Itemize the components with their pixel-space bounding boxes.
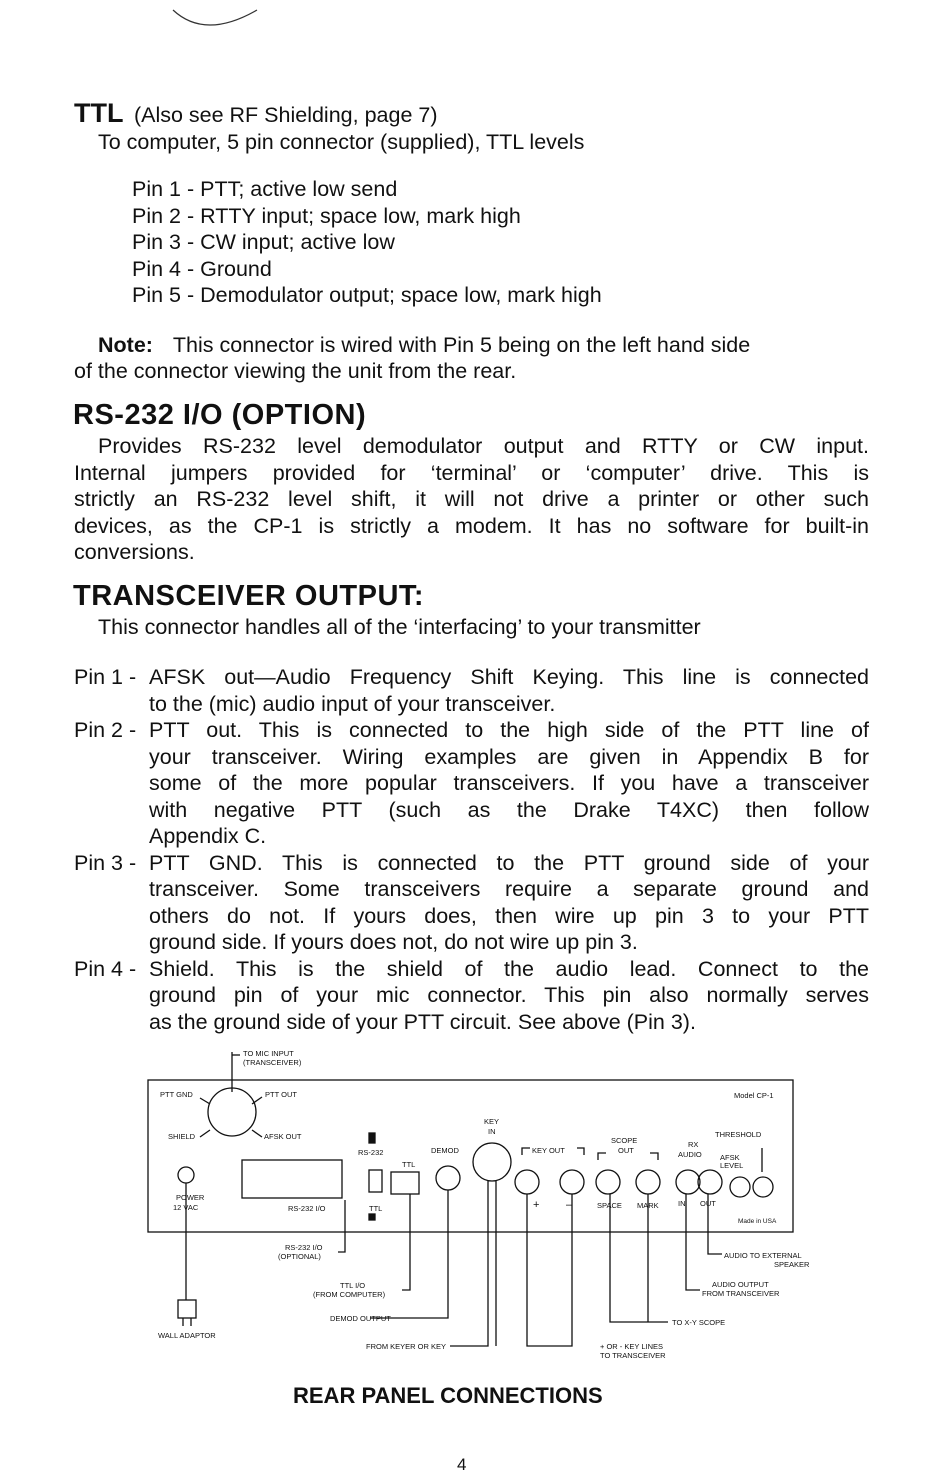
afsk-out-label: AFSK OUT <box>264 1132 302 1141</box>
minus-label: – <box>566 1199 573 1211</box>
demod-label: DEMOD <box>431 1146 459 1155</box>
afsk-level-knob-1 <box>730 1177 750 1197</box>
ttl-heading: TTL <box>74 98 124 128</box>
afsk-level-knob-2 <box>753 1177 773 1197</box>
rs232-body <box>74 433 869 566</box>
wall-adaptor-label: WALL ADAPTOR <box>158 1331 216 1340</box>
rx-audio-out-jack <box>698 1170 722 1194</box>
transceiver-heading: TRANSCEIVER OUTPUT: <box>73 580 425 612</box>
rs232-label: RS-232 <box>358 1148 384 1157</box>
ttl-note <box>98 332 750 359</box>
pin-line: with negative PTT (such as the Drake T4XC) then follow <box>149 797 869 822</box>
pin-item <box>74 850 869 956</box>
key-lines-label: + OR - KEY LINES <box>600 1342 664 1351</box>
rs232-switch <box>369 1133 375 1143</box>
note-label: Note: <box>98 333 153 357</box>
pin-line: Appendix C. <box>149 824 267 848</box>
from-keyer-label: FROM KEYER OR KEY <box>366 1342 447 1351</box>
pin-line: as the ground side of your PTT circuit. See above (Pin 3). <box>149 1009 696 1034</box>
key-lines-to-label: TO TRANSCEIVER <box>600 1351 666 1360</box>
rx-audio-in-jack <box>676 1170 700 1194</box>
mic-input-label-2: (TRANSCEIVER) <box>243 1058 302 1067</box>
space-label: SPACE <box>597 1201 622 1210</box>
key-out-jack-plus <box>515 1170 539 1194</box>
rs232-optional-label-2: (OPTIONAL) <box>278 1252 321 1261</box>
rs232-io-label: RS-232 I/O <box>288 1204 326 1213</box>
transceiver-intro: This connector handles all of the ‘interfacing’ to your transmitter <box>98 615 701 639</box>
pin-line: others do not. If yours does, then wire up pin 3 to your PTT <box>149 903 869 928</box>
scope-label: SCOPE <box>611 1136 638 1145</box>
ttl-intro: To computer, 5 pin connector (supplied), TTL levels <box>98 130 585 154</box>
transceiver-pin-list <box>74 664 869 1035</box>
ttl-pin: Pin 3 - CW input; active low <box>132 230 395 254</box>
plus-label: + <box>533 1199 540 1211</box>
key-out-label: KEY OUT <box>532 1146 565 1155</box>
ttl-pin: Pin 4 - Ground <box>132 256 272 281</box>
pin-label: Pin 3 - <box>74 850 137 875</box>
key-label: KEY <box>484 1117 500 1126</box>
rs232-line: conversions. <box>74 540 195 564</box>
rs232-slot <box>242 1160 342 1198</box>
pin-line: ground pin of your mic connector. This pin also normally serves <box>149 983 869 1007</box>
power-vac-label: 12 VAC <box>173 1203 199 1212</box>
pin-line: some of the more popular transceivers. If you have a transceiver <box>149 771 869 795</box>
audio-external-speaker-label: SPEAKER <box>774 1260 810 1269</box>
pin-item <box>74 664 869 717</box>
ttl-switch <box>369 1214 375 1220</box>
key-in-label: IN <box>488 1127 496 1136</box>
ttl-pin: Pin 5 - Demodulator output; space low, mark high <box>132 283 602 307</box>
ttl-title-row <box>74 98 438 129</box>
ttl-pin: Pin 2 - RTTY input; space low, mark high <box>132 203 521 228</box>
ttl-label-bottom: TTL <box>369 1204 383 1213</box>
afsk-label: AFSK <box>720 1153 740 1162</box>
rs232-line: devices, as the CP-1 is strictly a modem. It has no software for built-in <box>74 513 869 538</box>
ttl-label-top: TTL <box>402 1160 416 1169</box>
pin-line: Shield. This is the shield of the audio lead. Connect to the <box>149 956 869 981</box>
pin-line: PTT GND. This is connected to the PTT ground side of your <box>149 850 869 875</box>
ttl-pin: Pin 1 - PTT; active low send <box>132 177 398 201</box>
pin-line: your transceiver. Wiring examples are given in Appendix B for <box>149 744 869 769</box>
pin-item <box>74 956 869 1036</box>
pin-item <box>74 717 869 850</box>
page-number: 4 <box>457 1455 467 1474</box>
pin-label: Pin 4 - <box>74 956 137 981</box>
pin-label: Pin 2 - <box>74 718 137 742</box>
rear-panel-diagram <box>0 1040 950 1370</box>
scope-out-label: OUT <box>618 1146 634 1155</box>
audio-external-label: AUDIO TO EXTERNAL <box>724 1251 802 1260</box>
ttl-io-from-label: (FROM COMPUTER) <box>313 1290 386 1299</box>
pin-line: AFSK out—Audio Frequency Shift Keying. This line is connected <box>149 665 869 689</box>
ttl-io-label: TTL I/O <box>340 1281 366 1290</box>
pin-line: ground side. If yours does not, do not wire up pin 3. <box>149 930 638 954</box>
demod-jack <box>436 1166 460 1190</box>
demod-output-label: DEMOD OUTPUT <box>330 1314 391 1323</box>
ttl-pin-list <box>132 176 602 309</box>
ptt-out-label: PTT OUT <box>265 1090 297 1099</box>
scope-jack-space <box>596 1170 620 1194</box>
scope-jack-mark <box>636 1170 660 1194</box>
pin-line: PTT out. This is connected to the high side of the PTT line of <box>149 718 869 742</box>
made-in-label: Made in USA <box>738 1218 777 1225</box>
rx-label: RX <box>688 1140 699 1149</box>
scan-mark <box>165 0 265 40</box>
pin-label: Pin 1 - <box>74 665 137 689</box>
rs232-line: Provides RS-232 level demodulator output and RTTY or CW input. <box>98 434 869 458</box>
note-line-2: of the connector viewing the unit from the rear. <box>74 359 517 383</box>
rs232-heading: RS-232 I/O (OPTION) <box>73 399 367 431</box>
mic-connector <box>208 1088 256 1136</box>
rx-audio-label: AUDIO <box>678 1150 702 1159</box>
power-label: POWER <box>176 1193 205 1202</box>
ttl-connector <box>391 1172 419 1194</box>
power-jack <box>178 1167 194 1183</box>
rs232-line: strictly an RS-232 level shift, it will not drive a printer or other such <box>74 487 869 511</box>
pin-line: to the (mic) audio input of your transceiver. <box>149 691 556 716</box>
afsk-level-label: LEVEL <box>720 1161 744 1170</box>
in-label: IN <box>678 1199 686 1208</box>
pin-line: transceiver. Some transceivers require a separate ground and <box>149 877 869 901</box>
note-line-1: This connector is wired with Pin 5 being on the left hand side <box>172 333 751 357</box>
diagram-caption: REAR PANEL CONNECTIONS <box>293 1383 603 1408</box>
shield-label: SHIELD <box>168 1132 196 1141</box>
threshold-label: THRESHOLD <box>715 1130 762 1139</box>
to-scope-label: TO X-Y SCOPE <box>672 1318 726 1327</box>
mic-input-label-1: TO MIC INPUT <box>243 1049 294 1058</box>
rs232-optional-label: RS-232 I/O <box>285 1243 323 1252</box>
out-label: OUT <box>700 1199 716 1208</box>
mark-label: MARK <box>637 1201 659 1210</box>
audio-output-label: AUDIO OUTPUT <box>712 1280 769 1289</box>
audio-output-from-label: FROM TRANSCEIVER <box>702 1289 780 1298</box>
key-in-jack <box>473 1143 511 1181</box>
ptt-gnd-label: PTT GND <box>160 1090 193 1099</box>
key-out-jack-minus <box>560 1170 584 1194</box>
ttl-jack <box>369 1170 382 1192</box>
ttl-subheading: (Also see RF Shielding, page 7) <box>133 103 438 127</box>
rs232-line: Internal jumpers provided for ‘terminal’ or ‘computer’ drive. This is <box>74 460 869 485</box>
ttl-section <box>74 98 874 388</box>
model-label: Model CP-1 <box>734 1091 774 1100</box>
wall-adaptor-icon <box>178 1300 196 1318</box>
